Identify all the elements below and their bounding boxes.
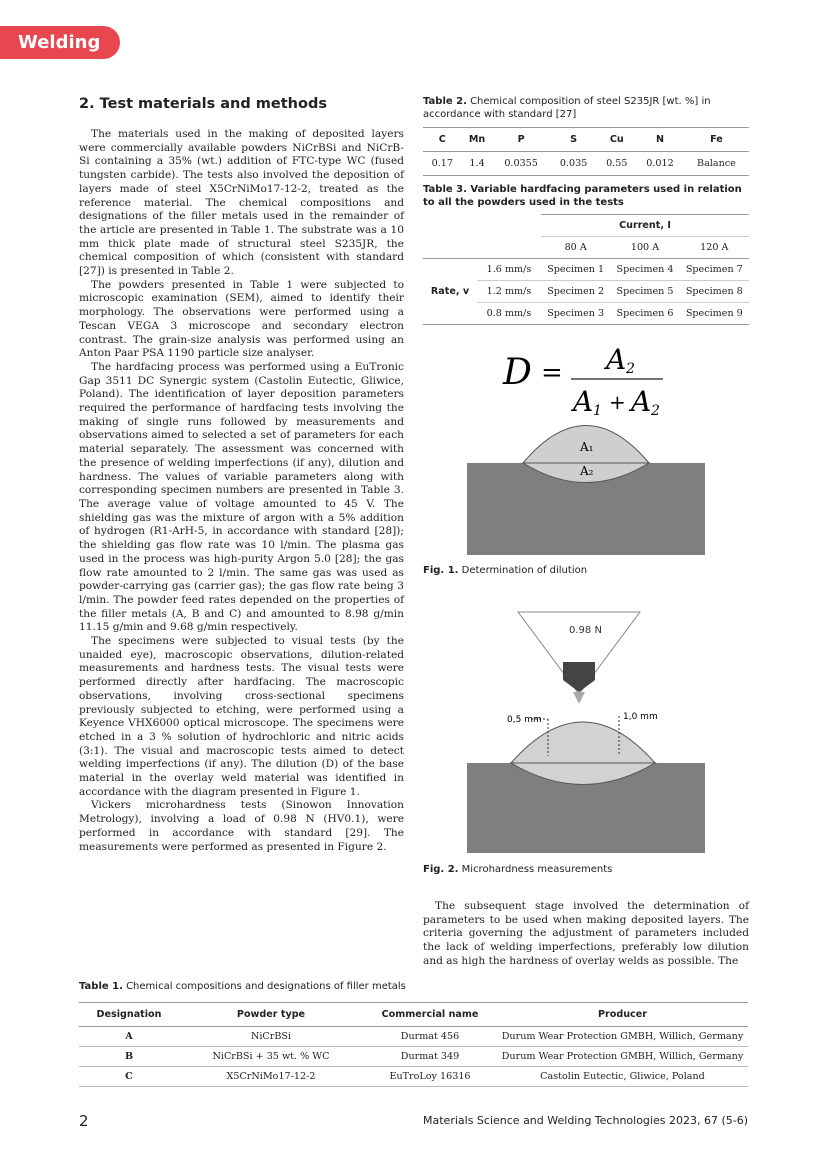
table1-cell: Durmat 349	[363, 1046, 497, 1066]
right-column	[423, 96, 749, 969]
table1-cell: NiCrBSi	[179, 1026, 363, 1046]
table2-cell: Balance	[684, 152, 749, 176]
figure2-indent	[573, 692, 585, 704]
table2-value-row	[423, 152, 749, 176]
table1-header-row	[79, 1002, 748, 1026]
table1-header: Commercial name	[363, 1002, 497, 1026]
table2	[423, 127, 749, 176]
table3-rate: 1.2 mm/s	[477, 281, 541, 303]
table1-header: Producer	[497, 1002, 748, 1026]
table1-cell: X5CrNiMo17-12-2	[179, 1066, 363, 1086]
formula-plus: +	[609, 390, 626, 414]
table3-currents-row	[423, 237, 749, 259]
table1-header: Designation	[79, 1002, 179, 1026]
table3-rate: 1.6 mm/s	[477, 259, 541, 281]
table-row	[79, 1066, 748, 1086]
formula-lhs: D	[503, 352, 532, 393]
figure2-left-dim: 0,5 mm	[507, 714, 542, 725]
table3-cell: Specimen 3	[541, 303, 610, 325]
table3-cell: Specimen 1	[541, 259, 610, 281]
figure2-indenter-tip	[563, 662, 595, 692]
figure1-caption-label: Fig. 1.	[423, 565, 459, 576]
figure2-diagram	[423, 606, 749, 854]
table3-cell: Specimen 4	[610, 259, 679, 281]
table1-cell: Durum Wear Protection GMBH, Willich, Germany	[497, 1046, 748, 1066]
table3-current-header: Current, I	[541, 215, 749, 237]
table3-blank	[477, 237, 541, 259]
table3-blank	[423, 215, 477, 237]
table2-header: S	[550, 128, 598, 152]
table1-cell: B	[79, 1046, 179, 1066]
table3-cell: Specimen 2	[541, 281, 610, 303]
table1-header: Powder type	[179, 1002, 363, 1026]
figure1-label-a1: A₁	[580, 440, 594, 454]
table3-cell: Specimen 6	[610, 303, 679, 325]
table3-blank	[477, 215, 541, 237]
table1-cell: NiCrBSi + 35 wt. % WC	[179, 1046, 363, 1066]
table1-cell: Durmat 456	[363, 1026, 497, 1046]
table-row	[79, 1046, 748, 1066]
table3-rate-label: Rate, v	[423, 259, 477, 325]
paragraph-2: The powders presented in Table 1 were subjected to microscopic examination (SEM), aimed to identify their morphology. The observations were performed using a Tescan VEGA 3 microscope and secondary electron contrast. The grain-size analysis was performed using an Anton Paar PSA 1190 particle size analyser.	[79, 278, 404, 360]
table3-current: 100 A	[610, 237, 679, 259]
table3-current: 80 A	[541, 237, 610, 259]
table3	[423, 214, 749, 325]
figure2-caption-label: Fig. 2.	[423, 863, 459, 875]
table2-cell: 0.55	[597, 152, 636, 176]
journal-name: Materials Science and Welding Technologies 2023, 67 (5-6)	[423, 1114, 748, 1127]
table1-cell: Durum Wear Protection GMBH, Willich, Germany	[497, 1026, 748, 1046]
table3-cell: Specimen 5	[610, 281, 679, 303]
table2-header: Cu	[597, 128, 636, 152]
paragraph-1: The materials used in the making of deposited layers were commercially available powders NiCrBSi and NiCrB-Si containing a 35% (wt.) addition of FTC-type WC (fused tungsten carbide). The tests also involved the deposition of layers made of steel X5CrNiMo17-12-2, treated as the reference material. The chemical compositions and designations of the filler metals used in the remainder of the article are presented in Table 1. The substrate was a 10 mm thick plate made of structural steel S235JR, the chemical composition of which (consistent with standard [27]) is presented in Table 2.	[79, 128, 404, 278]
table3-current-row	[423, 215, 749, 237]
table3-current: 120 A	[680, 237, 749, 259]
table3-blank	[423, 237, 477, 259]
formula-den1-sub: 1	[593, 403, 602, 419]
table2-header: P	[493, 128, 550, 152]
figure1-caption	[423, 565, 749, 578]
table2-cell: 0.012	[636, 152, 684, 176]
table2-header: Fe	[684, 128, 749, 152]
figure2-caption	[423, 864, 749, 877]
table3-cell: Specimen 8	[680, 281, 749, 303]
formula-numerator: A	[606, 343, 627, 376]
table3-caption: Table 3. Variable hardfacing parameters used in relation to all the powders used in the tests	[423, 184, 742, 208]
right-paragraph: The subsequent stage involved the determination of parameters to be used when making deposited layers. The criteria governing the adjustment of parameters included the lack of welding imperfections, preferably low dilution and as high the hardness of overlay welds as possible. The	[423, 900, 749, 967]
table1-cell: Castolin Eutectic, Gliwice, Poland	[497, 1066, 748, 1086]
formula-eq: =	[541, 358, 563, 388]
formula-den2: A	[631, 385, 652, 418]
table2-header-row	[423, 128, 749, 152]
table2-cell: 1.4	[462, 152, 493, 176]
figure2-caption-text: Microhardness measurements	[461, 863, 613, 875]
figure2-weld-bead	[511, 722, 655, 763]
section-title: 2. Test materials and methods	[79, 96, 327, 112]
table1-caption	[79, 981, 748, 994]
page-number: 2	[79, 1112, 89, 1130]
table2-header: N	[636, 128, 684, 152]
table1-caption-label: Table 1.	[79, 981, 123, 992]
table3-row	[423, 259, 749, 281]
paragraph-4: The specimens were subjected to visual tests (by the unaided eye), macroscopic observations, dilution-related measurements and hardness tests. The visual tests were performed directly after hardfacing. The macroscopic observations, involving cross-sectional specimens previously subjected to etching, were performed using a Keyence VHX6000 optical microscope. The specimens were etched in a 3 % solution of hydrochloric and nitric acids (3:1). The visual and macroscopic tests aimed to detect welding imperfections (if any). The dilution (D) of the base material in the overlay weld material was identified in accordance with the diagram presented in Figure 1.	[79, 635, 404, 798]
table1-caption-text: Chemical compositions and designations of filler metals	[126, 981, 406, 992]
table2-header: Mn	[462, 128, 493, 152]
figure1-label-a2: A₂	[580, 464, 594, 478]
figure1-diagram	[423, 422, 749, 557]
table2-caption	[423, 96, 749, 121]
formula-den2-sub: 2	[651, 403, 660, 419]
table1-block	[79, 981, 748, 1087]
figure1-caption-text: Determination of dilution	[461, 565, 588, 576]
figure2-load-label: 0.98 N	[569, 624, 602, 636]
figure2-right-dim: 1,0 mm	[623, 711, 658, 722]
left-column	[79, 96, 404, 854]
table1-cell: EuTroLoy 16316	[363, 1066, 497, 1086]
table2-cell: 0.0355	[493, 152, 550, 176]
paragraph-3: The hardfacing process was performed using a EuTronic Gap 3511 DC Synergic system (Castolin Eutectic, Gliwice, Poland). The identification of layer deposition parameters required the performance of hardfacing tests involving the making of single runs followed by measurements and observations aimed to selected a set of parameters for each material separately. The assessment was concerned with the presence of welding imperfections (if any), dilution and hardness. The values of variable parameters along with corresponding specimen numbers are presented in Table 3. The average value of voltage amounted to 45 V. The shielding gas was the mixture of argon with a 5% addition of hydrogen (R1-ArH-5, in accordance with standard [28]); the shielding gas flow rate was 10 l/min. The plasma gas used in the process was high-purity Argon 5.0 [28]; the gas flow rate amounted to 2 l/min. The same gas was used as powder-carrying gas (carrier gas); the gas flow rate being 3 l/min. The powder feed rates depended on the properties of the filler metals (A, B and C) and amounted to 8.98 g/min 11.15 g/min and 9.68 g/min respectively.	[79, 360, 404, 634]
table3-cell: Specimen 9	[680, 303, 749, 325]
section-tag: Welding	[0, 26, 120, 59]
dilution-formula	[423, 339, 749, 419]
table1-cell: A	[79, 1026, 179, 1046]
paragraph-5: Vickers microhardness tests (Sinowon Innovation Metrology), involving a load of 0.98 N (HV0.1), were performed in accordance with standard [29]. The measurements were performed as presented in Figure 2.	[79, 799, 404, 853]
table2-caption-label: Table 2.	[423, 96, 467, 107]
formula-den1: A	[573, 385, 594, 418]
table2-caption-text: Chemical composition of steel S235JR [wt. %] in accordance with standard [27]	[423, 96, 711, 120]
table2-header: C	[423, 128, 462, 152]
table2-cell: 0.17	[423, 152, 462, 176]
table3-cell: Specimen 7	[680, 259, 749, 281]
table2-cell: 0.035	[550, 152, 598, 176]
table1	[79, 1002, 748, 1087]
table1-cell: C	[79, 1066, 179, 1086]
table-row	[79, 1026, 748, 1046]
table3-rate: 0.8 mm/s	[477, 303, 541, 325]
formula-numerator-sub: 2	[626, 361, 635, 377]
